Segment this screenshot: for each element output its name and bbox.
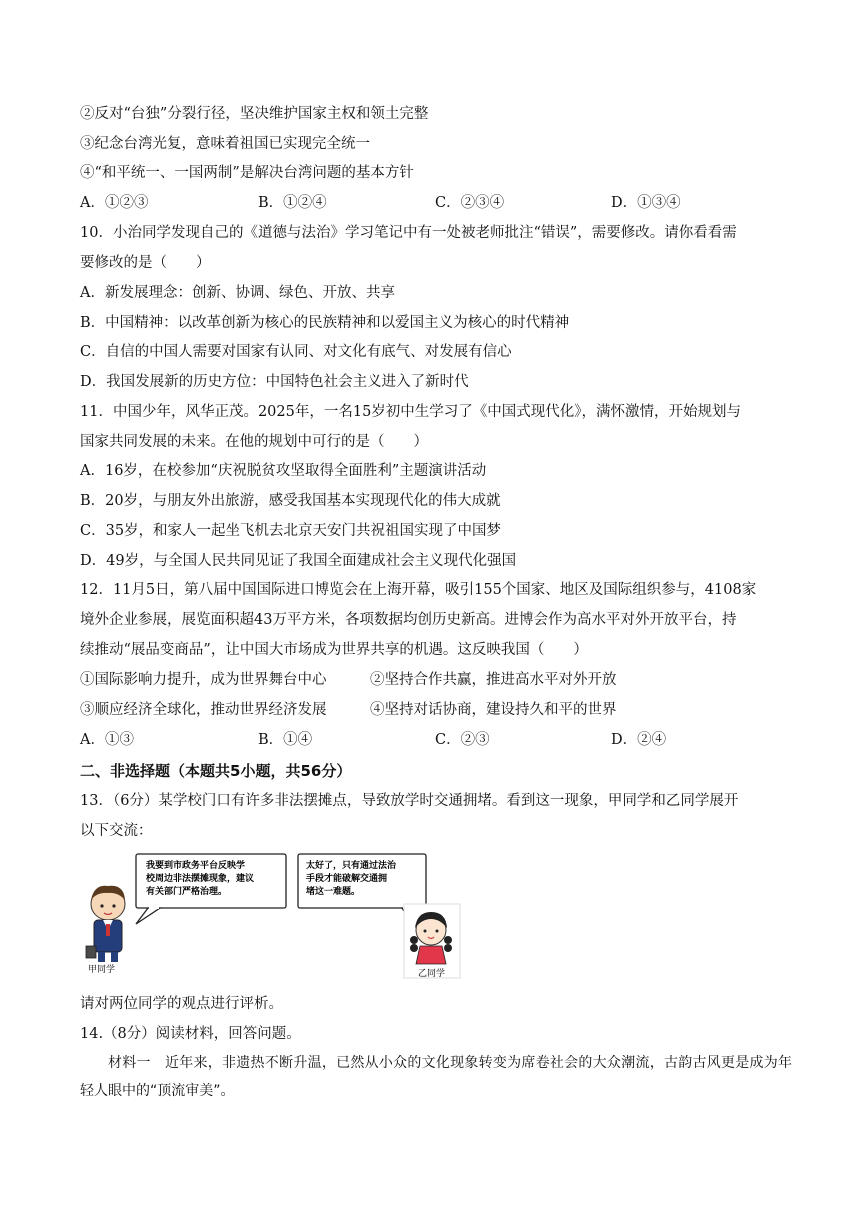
bubble-jia-line-3: 有关部门严格治理。 [146,887,228,897]
q10-option-c[interactable]: C．自信的中国人需要对国家有认同、对文化有底气、对发展有信心 [80,344,512,360]
q14-material-1: 材料一 近年来，非遗热不断升温，已然从小众的文化现象转变为席卷社会的大众潮流，古韵古风更是成为年轻人眼中的“顶流审美”。 [80,1055,792,1099]
q10-option-b[interactable]: B．中国精神：以改革创新为核心的民族精神和以爱国主义为核心的时代精神 [80,315,570,331]
q12-option-d[interactable]: D．②④ [611,732,667,748]
q13-stem-line-1: 13．（6分）某学校门口有许多非法摆摊点，导致放学时交通拥堵。看到这一现象，甲同学和乙同学展开 [80,793,739,809]
q9-option-b[interactable]: B．①②④ [258,195,327,211]
q12-stem-line-2: 境外企业参展，展览面积超43万平方米，各项数据均创历史新高。进博会作为高水平对外开放平台，持 [80,612,737,628]
student-yi-figure [404,904,460,979]
q12-stem-line-3: 续推动“展品变商品”，让中国大市场成为世界共享的机遇。这反映我国（ ） [80,642,588,658]
q9-option-a[interactable]: A．①②③ [80,195,149,211]
q10-option-a[interactable]: A．新发展理念：创新、协调、绿色、开放、共享 [80,285,395,301]
q11-option-b[interactable]: B．20岁，与朋友外出旅游，感受我国基本实现现代化的伟大成就 [80,493,501,509]
q12-stem-line-1: 12．11月5日，第八届中国国际进口博览会在上海开幕，吸引155个国家、地区及国际组织参与，4108家 [80,582,757,598]
q12-statement-3: ③顺应经济全球化，推动世界经济发展 [80,702,327,718]
q14-stem: 14.（8分）阅读材料，回答问题。 [80,1026,301,1042]
bubble-yi-line-3: 堵这一难题。 [306,887,361,897]
bubble-yi-line-2: 手段才能破解交通拥 [306,874,388,884]
q13-prompt: 请对两位同学的观点进行评析。 [80,996,283,1012]
q12-option-a[interactable]: A．①③ [80,732,134,748]
q11-option-c[interactable]: C．35岁，和家人一起坐飞机去北京天安门共祝祖国实现了中国梦 [80,523,502,539]
q11-stem-line-1: 11．中国少年，风华正茂。2025年，一名15岁初中生学习了《中国式现代化》，满怀激情，开始规划与 [80,404,742,420]
q13-dialogue-illustration [84,848,504,984]
q12-statement-1: ①国际影响力提升，成为世界舞台中心 [80,672,327,688]
q9-statement-4: ④“和平统一、一国两制”是解决台湾问题的基本方针 [80,165,414,181]
q12-statement-4: ④坚持对话协商，建设持久和平的世界 [370,702,617,718]
q12-option-c[interactable]: C．②③ [435,732,490,748]
q10-option-d[interactable]: D．我国发展新的历史方位：中国特色社会主义进入了新时代 [80,374,469,390]
label-jia: 甲同学 [88,965,116,975]
q10-stem-line-2: 要修改的是（ ） [80,255,211,271]
bubble-yi-line-1: 太好了，只有通过法治 [306,861,397,871]
q11-stem-line-2: 国家共同发展的未来。在他的规划中可行的是（ ） [80,434,428,450]
q10-stem-line-1: 10．小治同学发现自己的《道德与法治》学习笔记中有一处被老师批注“错误”，需要修改。请你看看需 [80,225,737,241]
bubble-jia-line-2: 校周边非法摆摊现象，建议 [146,874,255,884]
q9-statement-2: ②反对“台独”分裂行径，坚决维护国家主权和领土完整 [80,106,429,122]
q9-option-c[interactable]: C．②③④ [435,195,505,211]
student-jia-figure [86,886,125,975]
speech-bubble-jia [136,854,286,924]
q12-statement-2: ②坚持合作共赢，推进高水平对外开放 [370,672,617,688]
q11-option-a[interactable]: A．16岁，在校参加“庆祝脱贫攻坚取得全面胜利”主题演讲活动 [80,463,487,479]
section-2-heading: 二、非选择题（本题共5小题，共56分） [80,762,352,780]
bubble-jia-line-1: 我要到市政务平台反映学 [146,861,246,871]
q9-statement-3: ③纪念台湾光复，意味着祖国已实现完全统一 [80,136,370,152]
q13-stem-line-2: 以下交流： [80,823,153,839]
label-yi: 乙同学 [418,969,446,979]
q12-option-b[interactable]: B．①④ [258,732,313,748]
q11-option-d[interactable]: D．49岁，与全国人民共同见证了我国全面建成社会主义现代化强国 [80,553,517,569]
q9-option-d[interactable]: D．①③④ [611,195,681,211]
